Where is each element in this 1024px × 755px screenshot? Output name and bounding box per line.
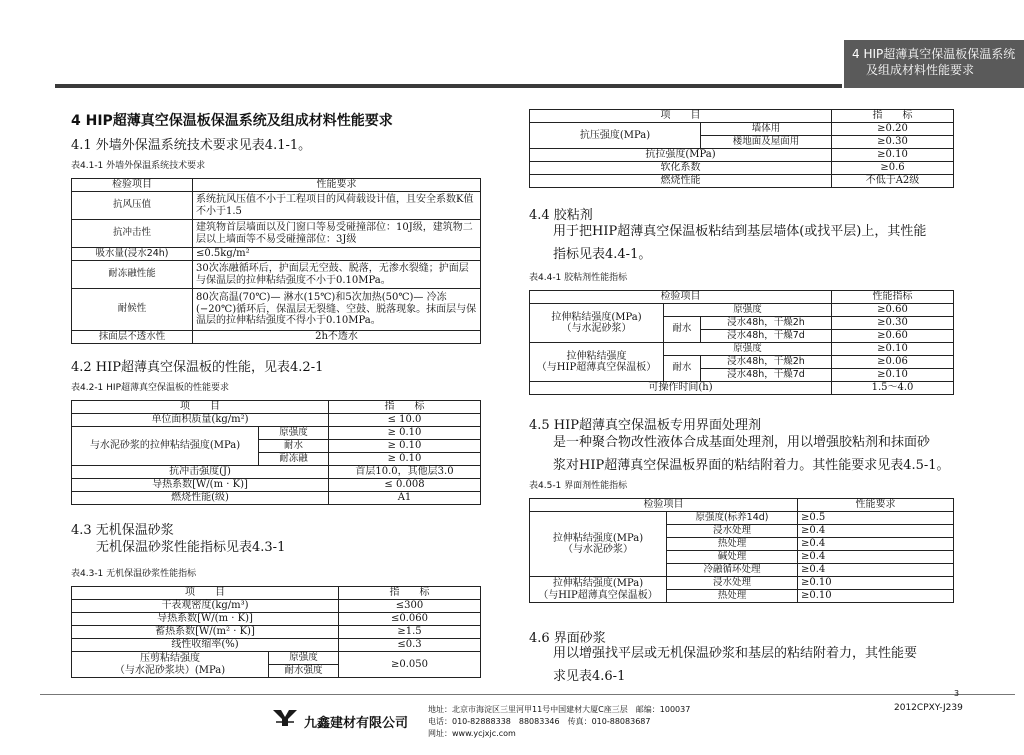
- chapter-header-line2: 及组成材料性能要求: [866, 63, 975, 77]
- table-row: 拉伸粘结强度(MPa) （与水泥砂浆） 原强度 ≥0.60: [530, 304, 954, 317]
- table-4-3-1-caption: 表4.3-1 无机保温砂浆性能指标: [71, 569, 197, 579]
- header-rule: [55, 84, 842, 88]
- section-4-3-title: 4.3 无机保温砂浆: [71, 523, 174, 538]
- company-contact: [428, 704, 690, 740]
- table-row: 抹面层不透水性 2h不透水: [72, 331, 481, 344]
- table-row: 抗冲击强度(J) 首层10.0，其他层3.0: [72, 466, 481, 479]
- table-row: 燃烧性能(级) A1: [72, 492, 481, 505]
- table-row: 热处理 ≥0.10: [530, 590, 954, 603]
- section-4-6-paragraph-1: 用以增强找平层或无机保温砂浆和基层的粘结附着力，其性能要: [553, 646, 918, 661]
- table-row: 抗冲击性 建筑物首层墙面以及门窗口等易受碰撞部位：10J级，建筑物二层以上墙面等不易受碰撞部位：3J级: [72, 220, 481, 248]
- table-4-2-1-caption: 表4.2-1 HIP超薄真空保温板的性能要求: [71, 383, 229, 393]
- table-row: 耐水强度: [72, 665, 481, 678]
- table-row: 浸水48h，干燥7d ≥0.10: [530, 369, 954, 382]
- table-row: 浸水48h，干燥7d ≥0.60: [530, 330, 954, 343]
- company-logo-icon: [272, 708, 298, 728]
- section-4-3-paragraph: 无机保温砂浆性能指标见表4.3-1: [96, 540, 286, 555]
- section-4-4-paragraph-1: 用于把HIP超薄真空保温板粘结到基层墙体(或找平层)上，其性能: [553, 224, 927, 239]
- company-address: 地址：北京市海淀区三里河甲11号中国建材大厦C座三层 邮编：100037: [428, 705, 691, 714]
- table-row: 耐水 ≥ 0.10: [72, 440, 481, 453]
- table-row: 可操作时间(h) 1.5～4.0: [530, 382, 954, 395]
- table-row: 单位面积质量(kg/m²) ≤ 10.0: [72, 414, 481, 427]
- table-head: 指 标: [832, 110, 954, 123]
- section-4-6-title: 4.6 界面砂浆: [529, 631, 606, 646]
- table-row: 蓄热系数[W/(m² · K)] ≥1.5: [72, 626, 481, 639]
- table-4-4-1-caption: 表4.4-1 胶粘剂性能指标: [529, 273, 628, 283]
- section-4-5-paragraph-1: 是一种聚合物改性液体合成基面处理剂，用以增强胶粘剂和抹面砂: [553, 435, 931, 450]
- table-head: 性能要求: [798, 499, 954, 512]
- table-row: 抗风压值 系统抗风压值不小于工程项目的风荷载设计值，且安全系数K值不小于1.5: [72, 192, 481, 220]
- table-head: 指 标: [329, 401, 481, 414]
- section-4-6-paragraph-2: 求见表4.6-1: [553, 669, 626, 684]
- table-row: 冷融循环处理 ≥0.4: [530, 564, 954, 577]
- page-title: 4 HIP超薄真空保温板保温系统及组成材料性能要求: [71, 113, 393, 129]
- table-4-5-1: [529, 498, 954, 603]
- company-website: 网址：www.ycjxjc.com: [428, 729, 516, 738]
- table-row: 软化系数 ≥0.6: [530, 162, 954, 175]
- table-row: 线性收缩率(%) ≤0.3: [72, 639, 481, 652]
- table-row: 干表观密度(kg/m³) ≤300: [72, 600, 481, 613]
- table-row: 拉伸粘结强度(MPa) （与HIP超薄真空保温板） 浸水处理 ≥0.10: [530, 577, 954, 590]
- table-row: 耐水 浸水48h，干燥2h ≥0.06: [530, 356, 954, 369]
- table-head: 指 标: [339, 587, 481, 600]
- table-row: 压剪粘结强度 （与水泥砂浆块）(MPa) 原强度 ≥0.050: [72, 652, 481, 665]
- table-row: 抗拉强度(MPa) ≥0.10: [530, 149, 954, 162]
- table-row: 吸水量(浸水24h) ≤0.5kg/m²: [72, 248, 481, 261]
- table-4-5-1-caption: 表4.5-1 界面剂性能指标: [529, 481, 628, 491]
- table-head: 检验项目: [530, 499, 798, 512]
- document-code: 2012CPXY-J239: [894, 703, 963, 713]
- section-4-5-paragraph-2: 浆对HIP超薄真空保温板界面的粘结附着力。其性能要求见表4.5-1。: [553, 458, 950, 473]
- section-4-1-title: 4.1 外墙外保温系统技术要求见表4.1-1。: [71, 138, 312, 153]
- table-row: 热处理 ≥0.4: [530, 538, 954, 551]
- table-head: 项 目: [72, 401, 329, 414]
- table-row: 导热系数[W/(m · K)] ≤0.060: [72, 613, 481, 626]
- table-row: 抗压强度(MPa) 墙体用 ≥0.20: [530, 123, 954, 136]
- table-head: 项 目: [72, 587, 339, 600]
- section-4-4-paragraph-2: 指标见表4.4-1。: [553, 247, 652, 262]
- table-head: 项 目: [530, 110, 832, 123]
- table-row: 与水泥砂浆的拉伸粘结强度(MPa) 原强度 ≥ 0.10: [72, 427, 481, 440]
- table-4-4-1: [529, 290, 954, 395]
- table-head: 性能指标: [832, 291, 954, 304]
- footer-rule: [40, 694, 1015, 695]
- table-row: 耐冻融 ≥ 0.10: [72, 453, 481, 466]
- section-4-2-title: 4.2 HIP超薄真空保温板的性能，见表4.2-1: [71, 360, 324, 375]
- table-row: 浸水处理 ≥0.4: [530, 525, 954, 538]
- table-row: 碱处理 ≥0.4: [530, 551, 954, 564]
- table-head: 检验项目: [530, 291, 832, 304]
- company-name: 九鑫建材有限公司: [304, 716, 409, 731]
- table-row: 耐冻融性能 30次冻融循环后，护面层无空鼓、脱落，无渗水裂缝；护面层与保温层的拉伸粘结强度不小于0.10MPa。: [72, 261, 481, 289]
- table-4-1-1-caption: 表4.1-1 外墙外保温系统技术要求: [71, 161, 206, 171]
- table-head: 检验项目: [72, 179, 193, 192]
- table-row: 楼地面及屋面用 ≥0.30: [530, 136, 954, 149]
- page-number: 3: [954, 689, 960, 698]
- company-phone: 电话：010-82888338 88083346 传真：010-88083687: [428, 717, 651, 726]
- table-row: 耐候性 80次高温(70℃)— 淋水(15℃)和5次加热(50℃)— 冷冻(−20℃)循环后，保温层无裂缝、空鼓、脱落现象。抹面层与保温层的拉伸粘结强度不得小于0.10MPa。: [72, 289, 481, 331]
- section-4-5-title: 4.5 HIP超薄真空保温板专用界面处理剂: [529, 418, 762, 433]
- table-row: 拉伸粘结强度 （与HIP超薄真空保温板） 原强度 ≥0.10: [530, 343, 954, 356]
- chapter-header-line1: 4 HIP超薄真空保温板保温系统: [852, 47, 1016, 61]
- table-4-1-1: [71, 178, 481, 344]
- table-row: 燃烧性能 不低于A2级: [530, 175, 954, 188]
- chapter-header: [844, 40, 1024, 88]
- table-head: 性能要求: [193, 179, 481, 192]
- table-4-3-1: [71, 586, 481, 678]
- table-row: 导热系数[W/(m · K)] ≤ 0.008: [72, 479, 481, 492]
- table-compressive: [529, 109, 954, 188]
- table-row: 拉伸粘结强度(MPa) （与水泥砂浆） 原强度(标养14d) ≥0.5: [530, 512, 954, 525]
- section-4-4-title: 4.4 胶粘剂: [529, 208, 593, 223]
- table-row: 耐水 浸水48h，干燥2h ≥0.30: [530, 317, 954, 330]
- table-4-2-1: [71, 400, 481, 505]
